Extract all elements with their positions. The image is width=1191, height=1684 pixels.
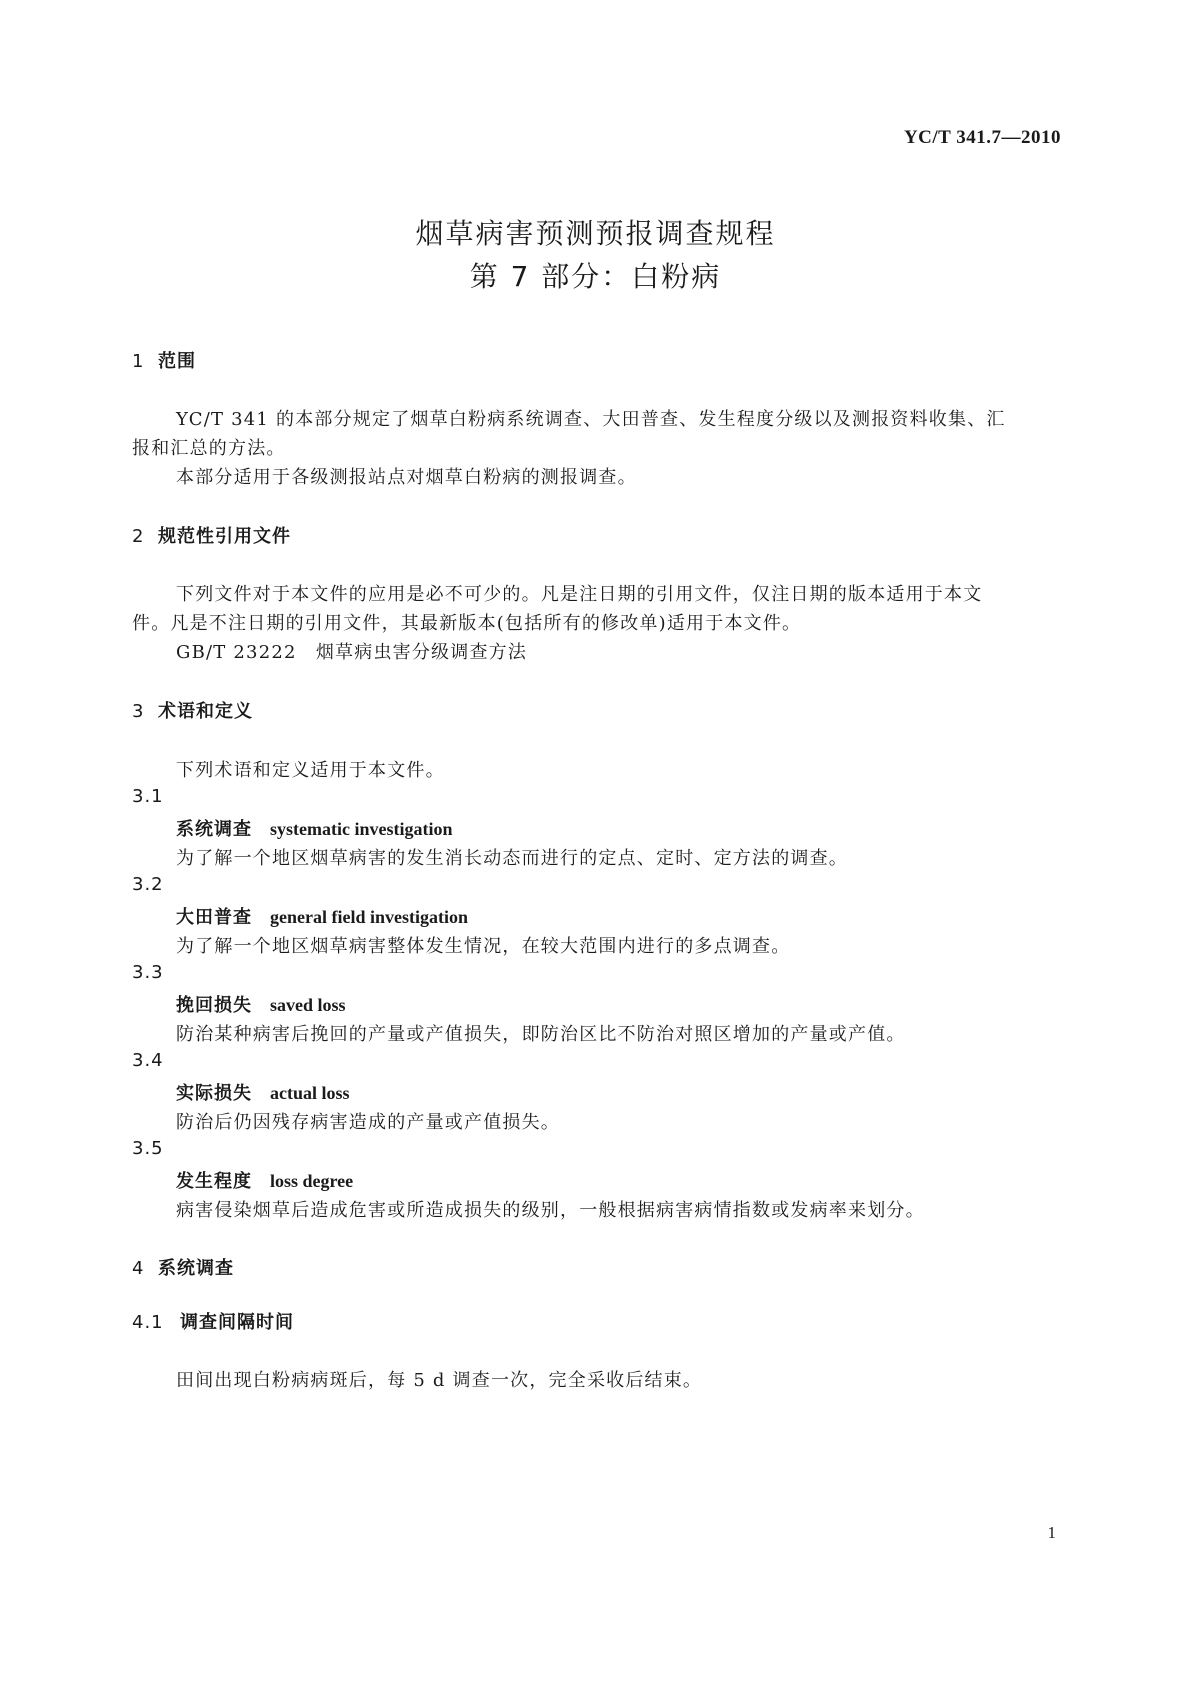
term-definition: 防治后仍因残存病害造成的产量或产值损失。 [176,1112,560,1133]
term-number: 3.5 [132,1138,164,1159]
document-number: YC/T 341.7—2010 [903,127,1061,148]
term-zh: 实际损失 [176,1083,252,1104]
paragraph-continuation: 件。凡是不注日期的引用文件，其最新版本(包括所有的修改单)适用于本文件。 [132,613,802,634]
term-zh: 发生程度 [176,1171,252,1192]
term-en: actual loss [270,1083,350,1103]
section-1-heading [132,347,196,373]
subsection-4-1-heading [132,1308,294,1334]
term-entry [176,1167,353,1193]
paragraph: YC/T 341 的本部分规定了烟草白粉病系统调查、大田普查、发生程度分级以及测报资料收集、汇 [176,409,1006,430]
term-number: 3.4 [132,1050,164,1071]
term-definition: 为了解一个地区烟草病害整体发生情况，在较大范围内进行的多点调查。 [176,936,791,957]
paragraph: 下列术语和定义适用于本文件。 [176,760,445,781]
term-definition: 为了解一个地区烟草病害的发生消长动态而进行的定点、定时、定方法的调查。 [176,848,848,869]
document-subtitle: 第 7 部分：白粉病 [469,260,722,293]
paragraph: 田间出现白粉病病斑后，每 5 d 调查一次，完全采收后结束。 [176,1370,703,1391]
term-entry [176,815,452,841]
normative-reference: GB/T 23222 烟草病虫害分级调查方法 [176,642,528,663]
term-en: systematic investigation [270,819,453,839]
section-title: 术语和定义 [158,701,253,722]
term-definition: 防治某种病害后挽回的产量或产值损失，即防治区比不防治对照区增加的产量或产值。 [176,1024,906,1045]
document-title: 烟草病害预测预报调查规程 [415,217,776,250]
term-number: 3.1 [132,786,164,807]
subsection-title: 调查间隔时间 [180,1312,294,1333]
term-definition: 病害侵染烟草后造成危害或所造成损失的级别，一般根据病害病情指数或发病率来划分。 [176,1200,925,1221]
paragraph: 下列文件对于本文件的应用是必不可少的。凡是注日期的引用文件，仅注日期的版本适用于本文 [176,584,983,605]
term-entry [176,991,346,1017]
term-number: 3.3 [132,962,164,983]
section-title: 系统调查 [158,1258,234,1279]
section-number: 2 [132,526,145,547]
paragraph-continuation: 报和汇总的方法。 [132,438,286,459]
term-zh: 大田普查 [176,907,252,928]
term-entry [176,903,468,929]
term-zh: 挽回损失 [176,995,252,1016]
term-entry [176,1079,350,1105]
term-en: general field investigation [270,907,468,927]
term-en: saved loss [270,995,346,1015]
term-zh: 系统调查 [176,819,252,840]
subsection-number: 4.1 [132,1312,164,1333]
section-title: 范围 [158,351,196,372]
term-number: 3.2 [132,874,164,895]
section-3-heading [132,697,253,723]
section-2-heading [132,522,291,548]
section-number: 1 [132,351,145,372]
paragraph: 本部分适用于各级测报站点对烟草白粉病的测报调查。 [176,467,637,488]
term-en: loss degree [270,1171,354,1191]
page-number: 1 [1047,1523,1056,1542]
section-number: 3 [132,701,145,722]
section-4-heading [132,1254,234,1280]
section-number: 4 [132,1258,145,1279]
section-title: 规范性引用文件 [158,526,291,547]
